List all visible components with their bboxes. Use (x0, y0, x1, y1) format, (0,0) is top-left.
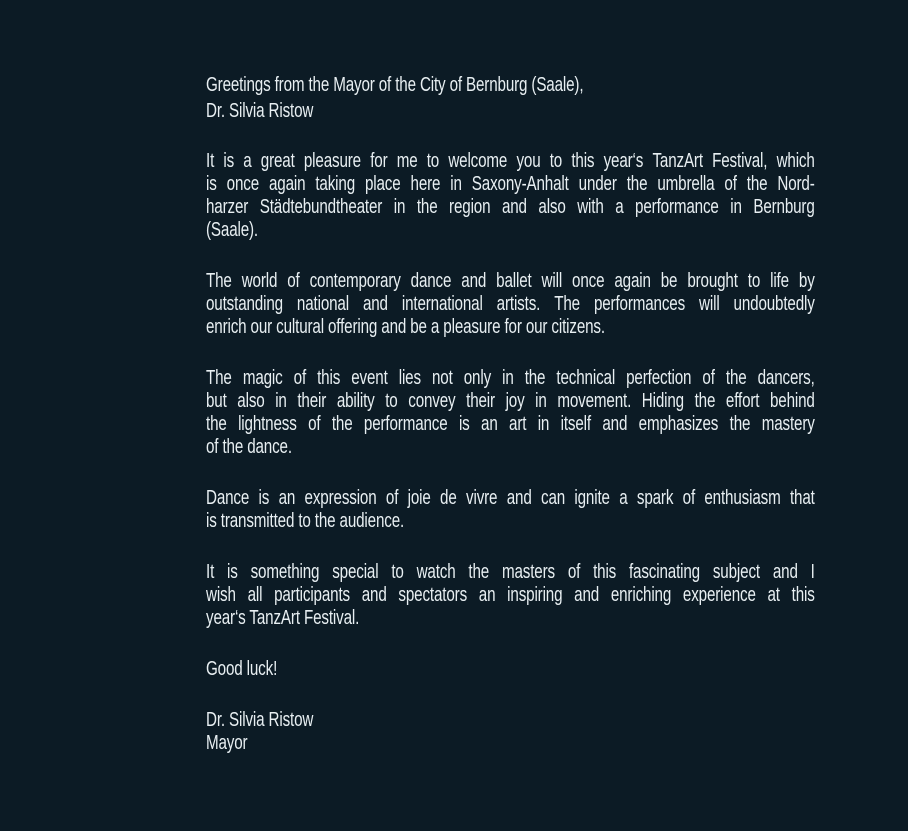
word: ability (336, 390, 375, 412)
word: me (396, 150, 418, 172)
letter-body (206, 150, 815, 681)
word: the (729, 413, 751, 435)
word: and (361, 584, 387, 606)
word: The (206, 270, 232, 292)
word: the (626, 173, 648, 195)
word: life (770, 270, 789, 292)
word: of (702, 367, 715, 389)
word: place (364, 173, 401, 195)
word: umbrella (657, 173, 715, 195)
word: to (426, 150, 440, 172)
word: expression (304, 487, 377, 509)
word: here (410, 173, 441, 195)
word: to (747, 270, 761, 292)
word: all (247, 584, 263, 606)
word: performance (363, 413, 448, 435)
word: an (481, 413, 498, 435)
word: a (243, 150, 252, 172)
paragraph (206, 367, 815, 459)
word: fascinating (628, 561, 700, 583)
text-line (206, 367, 815, 390)
word: and (574, 584, 600, 606)
text-line: enrich our cultural offering and be a pleasure for our citizens. (206, 316, 605, 338)
word: year‘s (603, 150, 644, 172)
word: special (332, 561, 379, 583)
word: also (538, 196, 566, 218)
word: again (614, 270, 651, 292)
word: watch (416, 561, 456, 583)
word: in (393, 196, 406, 218)
word: region (449, 196, 491, 218)
word: will (699, 293, 720, 315)
text-line (206, 270, 815, 293)
text-line: year‘s TanzArt Festival. (206, 607, 360, 629)
word: of (567, 561, 581, 583)
word: joy (505, 390, 525, 412)
word: Bernburg (753, 196, 815, 218)
word: at (767, 584, 780, 606)
paragraph (206, 270, 815, 339)
letter-text-block (206, 72, 815, 755)
word: taking (315, 173, 356, 195)
word: something (250, 561, 320, 583)
word: be (660, 270, 678, 292)
word: Nord- (777, 173, 815, 195)
word: I (810, 561, 815, 583)
word: world (241, 270, 278, 292)
word: the (746, 173, 768, 195)
word: under (578, 173, 617, 195)
word: their (466, 390, 495, 412)
text-line (206, 561, 815, 584)
word: lies (398, 367, 421, 389)
word: The (206, 367, 232, 389)
word: spectators (398, 584, 468, 606)
word: the (524, 367, 546, 389)
word: is (223, 150, 235, 172)
word: that (789, 487, 815, 509)
word: harzer (206, 196, 249, 218)
word: Städtebundtheater (259, 196, 383, 218)
text-line: Good luck! (206, 658, 278, 680)
word: technical (556, 367, 616, 389)
word: in (275, 390, 287, 412)
word: an (278, 487, 296, 509)
word: TanzArt (652, 150, 703, 172)
word: Festival, (712, 150, 768, 172)
word: lightness (238, 413, 297, 435)
word: brought (687, 270, 738, 292)
word: in (537, 413, 550, 435)
word: once (572, 270, 605, 292)
word: masters (501, 561, 555, 583)
word: in (450, 173, 462, 195)
word: again (268, 173, 306, 195)
word: It (206, 561, 215, 583)
text-line (206, 487, 815, 510)
word: and (772, 561, 798, 583)
word: spark (636, 487, 674, 509)
paragraph (206, 658, 815, 681)
word: and (602, 413, 628, 435)
word: enriching (610, 584, 672, 606)
paragraph (206, 150, 815, 242)
word: is (258, 487, 270, 509)
word: ballet (496, 270, 532, 292)
word: contemporary (309, 270, 401, 292)
word: you (516, 150, 541, 172)
text-line (206, 413, 815, 436)
word: welcome (448, 150, 508, 172)
text-line (206, 584, 815, 607)
word: vivre (466, 487, 498, 509)
text-line (206, 173, 815, 196)
text-line: Dr. Silvia Ristow (206, 709, 314, 731)
word: in (730, 196, 742, 218)
word: outstanding (206, 293, 283, 315)
word: Hiding (641, 390, 684, 412)
word: of (308, 413, 321, 435)
word: the (331, 413, 353, 435)
word: this (791, 584, 815, 606)
word: which (776, 150, 815, 172)
word: of (287, 270, 300, 292)
word: ignite (574, 487, 610, 509)
word: is (227, 561, 238, 583)
word: of (293, 367, 307, 389)
word: this (593, 561, 617, 583)
letter-content (206, 72, 815, 755)
word: performance (635, 196, 719, 218)
word: undoubtedly (733, 293, 815, 315)
word: the (468, 561, 490, 583)
word: dance (410, 270, 452, 292)
word: de (440, 487, 457, 509)
word: by (798, 270, 815, 292)
word: this (571, 150, 595, 172)
word: dancers, (757, 367, 815, 389)
word: magic (242, 367, 283, 389)
word: and (362, 293, 388, 315)
word: a (615, 196, 624, 218)
word: international (401, 293, 483, 315)
word: an (478, 584, 496, 606)
word: wish (206, 584, 236, 606)
word: of (724, 173, 737, 195)
paragraph (206, 487, 815, 533)
word: will (541, 270, 563, 292)
word: great (260, 150, 295, 172)
word: inspiring (507, 584, 563, 606)
word: and (506, 487, 532, 509)
word: mastery (761, 413, 815, 435)
word: only (463, 367, 492, 389)
word: movement. (557, 390, 632, 412)
word: in (502, 367, 514, 389)
word: the (725, 367, 747, 389)
text-line (206, 196, 815, 219)
word: to (385, 390, 398, 412)
word: is (206, 173, 217, 195)
word: with (577, 196, 604, 218)
word: their (297, 390, 327, 412)
word: is (458, 413, 470, 435)
word: of (385, 487, 399, 509)
word: enthusiasm (704, 487, 781, 509)
word: to (391, 561, 404, 583)
text-line: Mayor (206, 732, 248, 754)
word: joie (407, 487, 431, 509)
text-line: (Saale). (206, 219, 259, 241)
text-line: is transmitted to the audience. (206, 510, 405, 532)
text-line (206, 390, 815, 413)
word: the (416, 196, 438, 218)
word: effort (725, 390, 760, 412)
word: and (461, 270, 487, 292)
word: can (540, 487, 566, 509)
word: It (206, 150, 215, 172)
word: for (370, 150, 388, 172)
word: of (682, 487, 696, 509)
word: perfection (626, 367, 692, 389)
text-line: Greetings from the Mayor of the City of Bernburg (Saale), (206, 74, 584, 96)
word: but (206, 390, 227, 412)
word: the (206, 413, 227, 435)
word: subject (712, 561, 760, 583)
word: not (432, 367, 453, 389)
word: The (554, 293, 580, 315)
word: the (694, 390, 716, 412)
text-line (206, 150, 815, 173)
word: national (296, 293, 349, 315)
word: a (619, 487, 628, 509)
text-line (206, 293, 815, 316)
word: emphasizes (638, 413, 719, 435)
word: event (351, 367, 388, 389)
word: Dance (206, 487, 250, 509)
letter-heading (206, 72, 815, 124)
text-line: of the dance. (206, 436, 292, 458)
word: and (501, 196, 527, 218)
word: pleasure (303, 150, 361, 172)
word: also (237, 390, 265, 412)
word: itself (560, 413, 591, 435)
word: behind (769, 390, 815, 412)
word: performances (593, 293, 686, 315)
word: Saxony-Anhalt (471, 173, 569, 195)
word: once (226, 173, 259, 195)
word: participants (274, 584, 350, 606)
letter-signature (206, 709, 815, 755)
word: this (317, 367, 341, 389)
paragraph (206, 561, 815, 630)
word: convey (408, 390, 456, 412)
word: in (535, 390, 547, 412)
word: experience (682, 584, 756, 606)
word: to (549, 150, 563, 172)
word: art (509, 413, 527, 435)
text-line: Dr. Silvia Ristow (206, 100, 314, 122)
word: artists. (496, 293, 541, 315)
